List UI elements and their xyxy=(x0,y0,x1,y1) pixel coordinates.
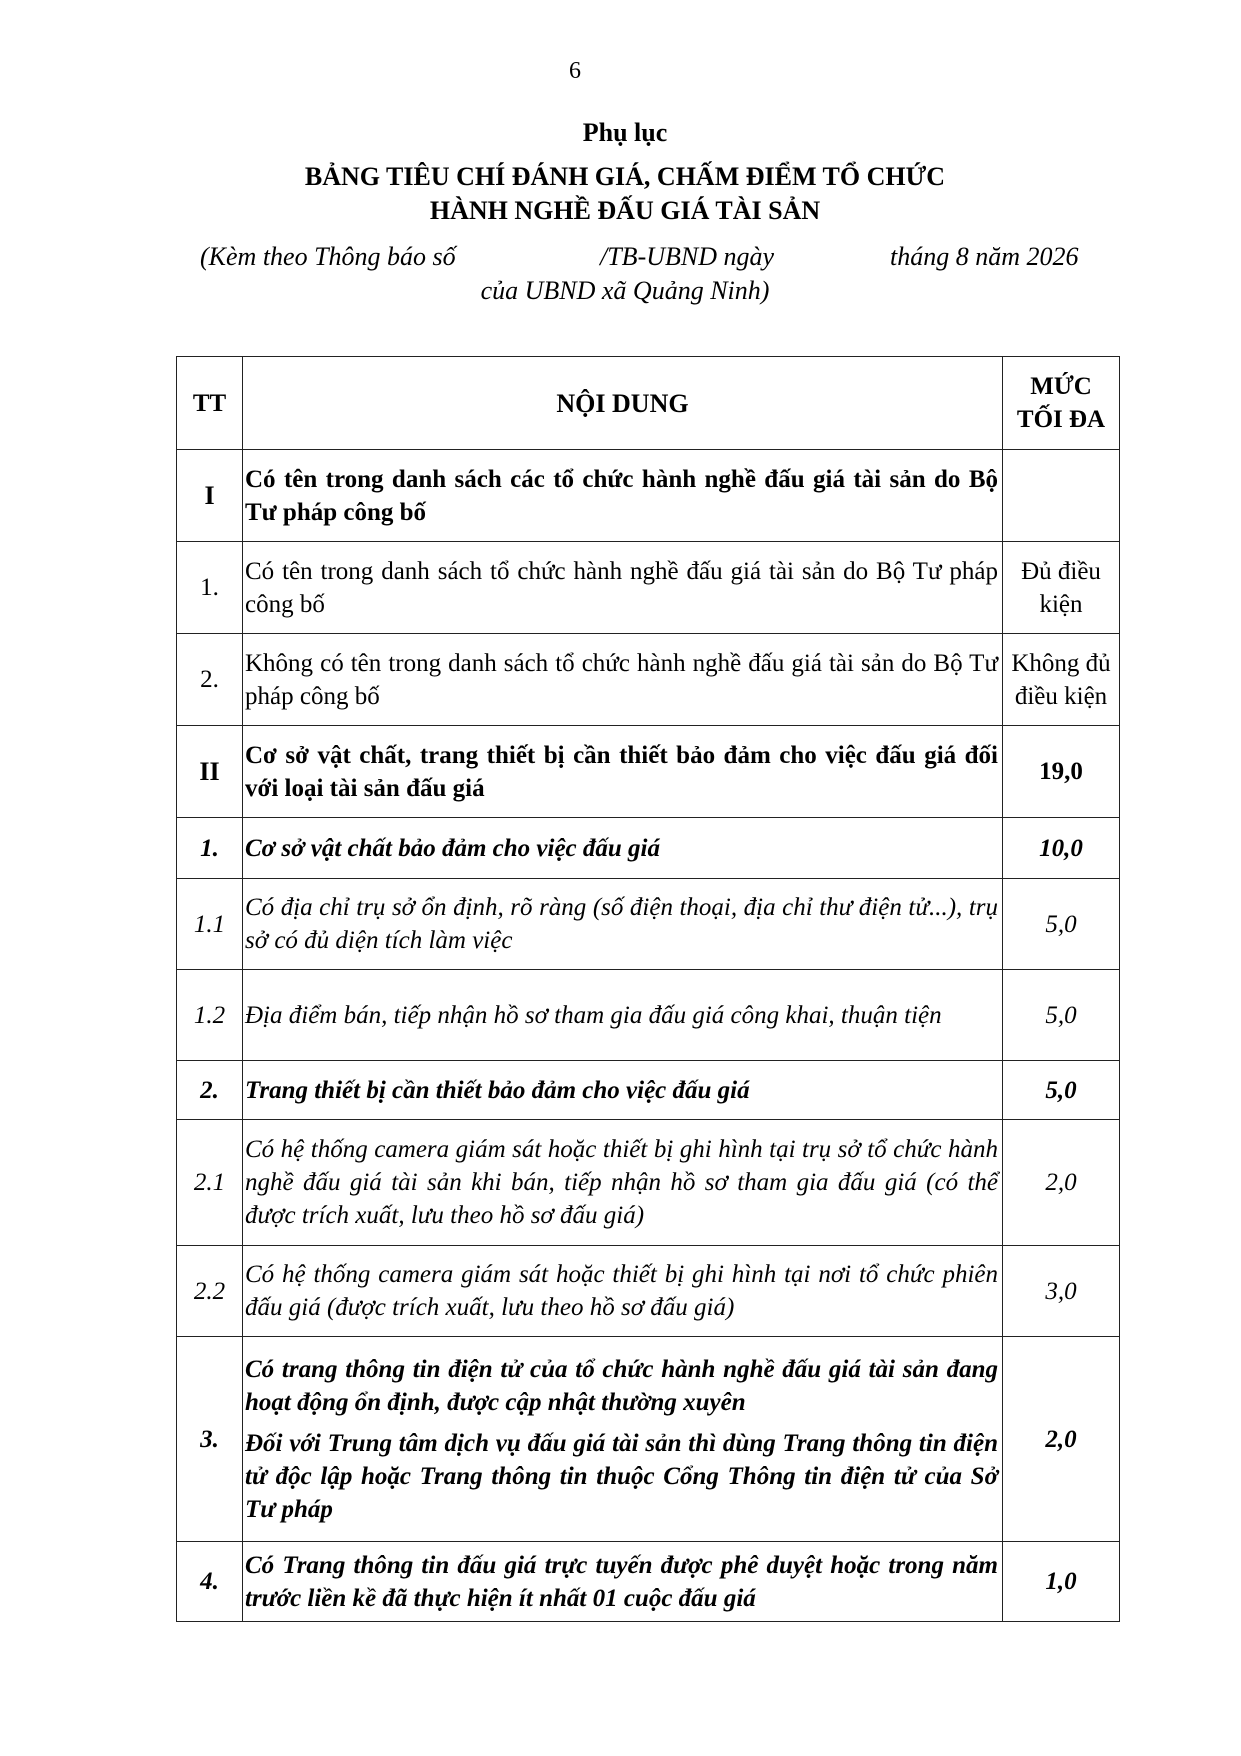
table-row xyxy=(177,542,1120,634)
page-number: 6 xyxy=(569,58,581,84)
document-title-line-2: HÀNH NGHỀ ĐẤU GIÁ TÀI SẢN xyxy=(429,196,821,225)
row-content: Không có tên trong danh sách tổ chức hành nghề đấu giá tài sản do Bộ Tư pháp công bố xyxy=(243,634,1003,726)
table-row xyxy=(177,634,1120,726)
table-row xyxy=(177,818,1120,879)
row-tt: 2.1 xyxy=(177,1120,243,1246)
row-tt: 3. xyxy=(177,1337,243,1542)
row-content: Có tên trong danh sách các tổ chức hành nghề đấu giá tài sản do Bộ Tư pháp công bố xyxy=(243,450,1003,542)
row-max: 5,0 xyxy=(1003,970,1120,1061)
table-row xyxy=(177,1542,1120,1622)
subtitle-part-1: (Kèm theo Thông báo số xyxy=(200,242,456,271)
row-max: 1,0 xyxy=(1003,1542,1120,1622)
row-content-paragraph: Đối với Trung tâm dịch vụ đấu giá tài sản thì dùng Trang thông tin điện tử độc lập hoặc Trang thông tin thuộc Cổng Thông tin điện tử của Sở Tư pháp xyxy=(245,1429,998,1523)
document-title-line-1: BẢNG TIÊU CHÍ ĐÁNH GIÁ, CHẤM ĐIỂM TỔ CHỨC xyxy=(304,162,946,191)
row-max: Không đủ điều kiện xyxy=(1003,634,1120,726)
row-tt: 1.1 xyxy=(177,879,243,970)
row-max: 5,0 xyxy=(1003,879,1120,970)
row-content: Có hệ thống camera giám sát hoặc thiết bị ghi hình tại trụ sở tổ chức hành nghề đấu giá tài sản khi bán, tiếp nhận hồ sơ tham gia đấu giá (có thể được trích xuất, lưu theo hồ sơ đấu giá) xyxy=(243,1120,1003,1246)
row-content: Cơ sở vật chất bảo đảm cho việc đấu giá xyxy=(243,818,1003,879)
row-tt: 4. xyxy=(177,1542,243,1622)
row-max: 5,0 xyxy=(1003,1061,1120,1120)
row-max: 10,0 xyxy=(1003,818,1120,879)
subtitle-part-2: /TB-UBND ngày xyxy=(600,242,775,271)
row-tt: 1. xyxy=(177,818,243,879)
row-tt: 2. xyxy=(177,634,243,726)
table-row xyxy=(177,726,1120,818)
header-max-line-2: TỐI ĐA xyxy=(1016,406,1106,433)
subtitle-line-1 xyxy=(200,242,1079,272)
row-content xyxy=(243,1337,1003,1542)
row-max: Đủ điều kiện xyxy=(1003,542,1120,634)
header-max-line-1: MỨC xyxy=(1030,373,1092,400)
row-tt: 1. xyxy=(177,542,243,634)
table-header-row xyxy=(177,357,1120,450)
row-max: 19,0 xyxy=(1003,726,1120,818)
row-tt: 1.2 xyxy=(177,970,243,1061)
table-row xyxy=(177,970,1120,1061)
table-row xyxy=(177,1246,1120,1337)
header-tt: TT xyxy=(177,357,243,450)
row-tt: II xyxy=(177,726,243,818)
row-content: Có Trang thông tin đấu giá trực tuyến được phê duyệt hoặc trong năm trước liền kề đã thực hiện ít nhất 01 cuộc đấu giá xyxy=(243,1542,1003,1622)
criteria-table xyxy=(176,356,1120,1622)
table-row xyxy=(177,879,1120,970)
table-row xyxy=(177,450,1120,542)
row-content: Cơ sở vật chất, trang thiết bị cần thiết bảo đảm cho việc đấu giá đối với loại tài sản đấu giá xyxy=(243,726,1003,818)
table-row xyxy=(177,1061,1120,1120)
header-max-score xyxy=(1003,357,1120,450)
row-max: 2,0 xyxy=(1003,1120,1120,1246)
row-content: Trang thiết bị cần thiết bảo đảm cho việc đấu giá xyxy=(243,1061,1003,1120)
row-max: 2,0 xyxy=(1003,1337,1120,1542)
row-max xyxy=(1003,450,1120,542)
subtitle-part-3: tháng 8 năm 2026 xyxy=(890,242,1079,271)
row-max: 3,0 xyxy=(1003,1246,1120,1337)
row-content: Có địa chỉ trụ sở ổn định, rõ ràng (số điện thoại, địa chỉ thư điện tử...), trụ sở có đủ diện tích làm việc xyxy=(243,879,1003,970)
annex-label: Phụ lục xyxy=(582,118,668,147)
header-content: NỘI DUNG xyxy=(243,357,1003,450)
row-tt: I xyxy=(177,450,243,542)
row-tt: 2. xyxy=(177,1061,243,1120)
table-row xyxy=(177,1337,1120,1542)
row-content: Địa điểm bán, tiếp nhận hồ sơ tham gia đấu giá công khai, thuận tiện xyxy=(243,970,1003,1061)
table-row xyxy=(177,1120,1120,1246)
row-content: Có tên trong danh sách tổ chức hành nghề đấu giá tài sản do Bộ Tư pháp công bố xyxy=(243,542,1003,634)
subtitle-line-2: của UBND xã Quảng Ninh) xyxy=(480,276,770,305)
row-content-paragraph: Có trang thông tin điện tử của tổ chức hành nghề đấu giá tài sản đang hoạt động ổn định, được cập nhật thường xuyên xyxy=(245,1355,998,1416)
row-content: Có hệ thống camera giám sát hoặc thiết bị ghi hình tại nơi tổ chức phiên đấu giá (được trích xuất, lưu theo hồ sơ đấu giá) xyxy=(243,1246,1003,1337)
row-tt: 2.2 xyxy=(177,1246,243,1337)
